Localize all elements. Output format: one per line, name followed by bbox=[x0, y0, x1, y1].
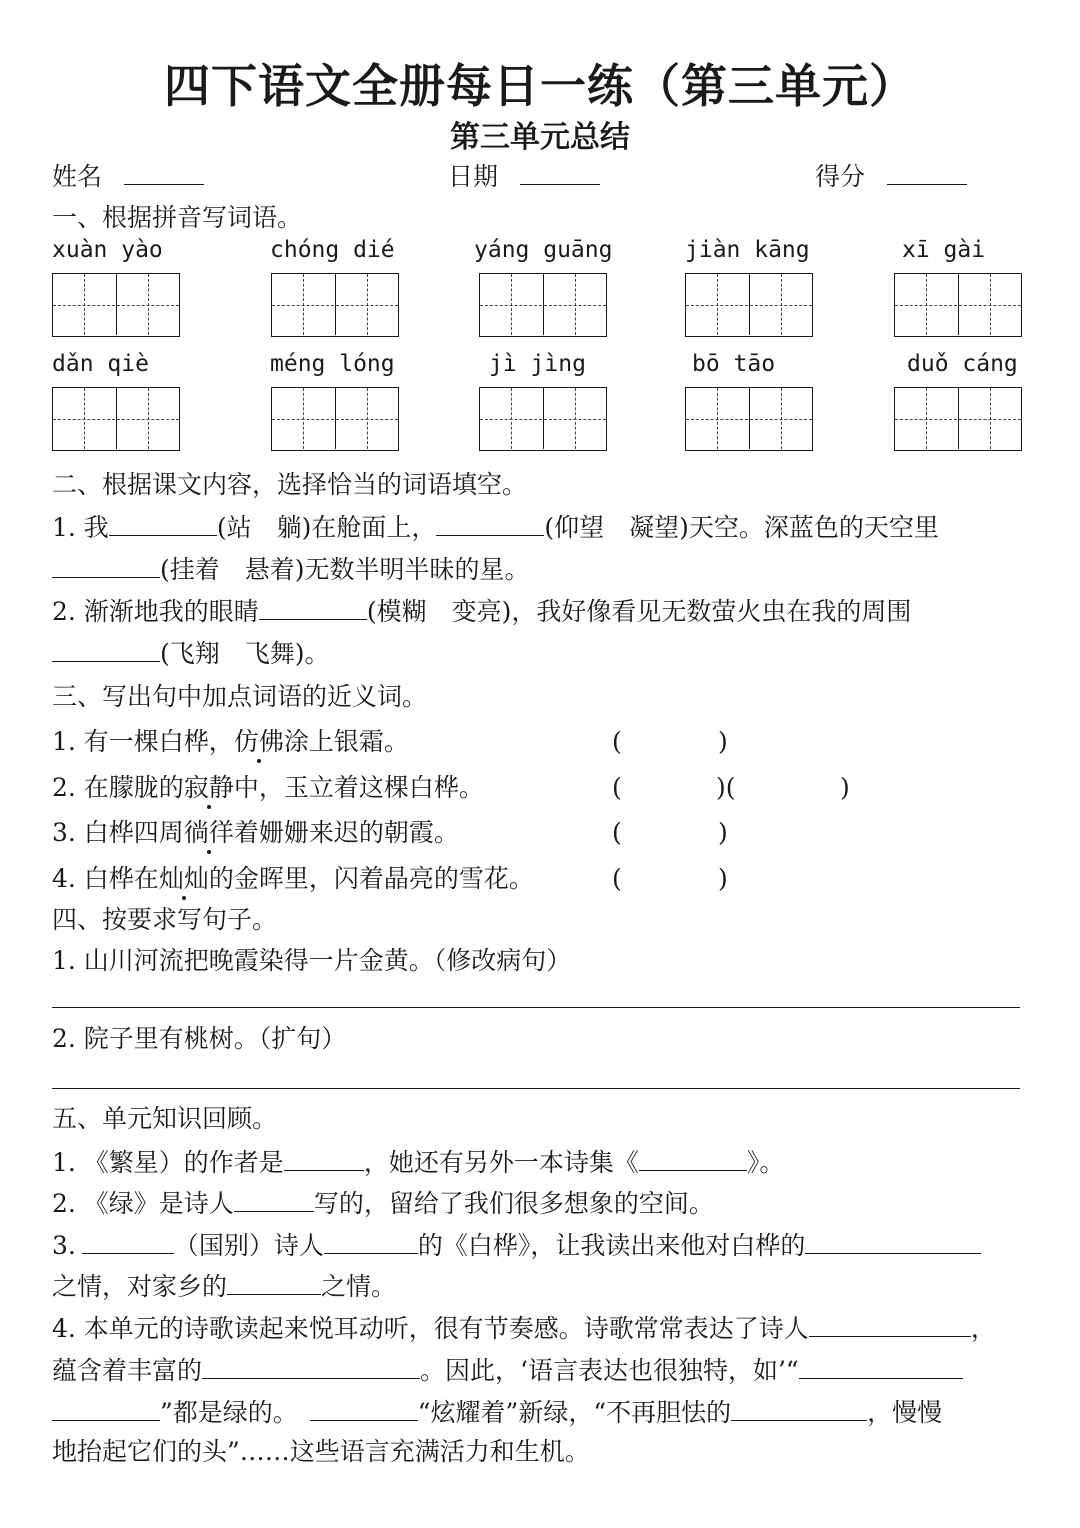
pinyin-6: dǎn qiè bbox=[52, 351, 149, 377]
s2-q2-line1 bbox=[52, 595, 911, 627]
fill-blank[interactable] bbox=[310, 1396, 418, 1421]
section5-heading: 五、单元知识回顾。 bbox=[52, 1104, 278, 1133]
s3-text: 2. 在朦胧的 bbox=[52, 773, 184, 802]
fill-blank[interactable] bbox=[52, 1396, 160, 1421]
page-subtitle: 第三单元总结 bbox=[450, 120, 630, 155]
s2-q1-choice3: (挂着 悬着)无数半明半昧的星。 bbox=[160, 555, 530, 584]
char-grid[interactable] bbox=[479, 387, 607, 451]
s3-item bbox=[52, 773, 484, 803]
s3-text: 1. 有一棵白桦， bbox=[52, 727, 234, 756]
s2-q1-choice1: (站 躺)在舱面上， bbox=[216, 513, 437, 542]
date-label: 日期 bbox=[448, 162, 499, 191]
s5-text: ，慢慢 bbox=[867, 1398, 943, 1427]
pinyin-10: duǒ cáng bbox=[907, 351, 1018, 377]
s5-q3-line1 bbox=[52, 1229, 981, 1261]
char-grid[interactable] bbox=[271, 387, 399, 451]
fill-blank[interactable] bbox=[805, 1229, 981, 1254]
s2-q1-line2 bbox=[52, 553, 530, 585]
dotted-word: 徜徉 bbox=[183, 818, 234, 847]
fill-blank[interactable] bbox=[324, 1229, 418, 1254]
s5-q4-line3 bbox=[52, 1396, 942, 1428]
score-label: 得分 bbox=[815, 162, 866, 191]
score-blank[interactable] bbox=[887, 160, 967, 185]
s5-text: 》。 bbox=[746, 1148, 785, 1177]
fill-blank[interactable] bbox=[109, 511, 217, 536]
paren-close: ) bbox=[718, 864, 728, 893]
s5-text: 。因此，‘语言表达也很独特，如’“ bbox=[420, 1356, 799, 1385]
pinyin-2: chóng dié bbox=[270, 237, 395, 263]
s5-text: 2. 《绿》是诗人 bbox=[52, 1189, 234, 1218]
char-grid[interactable] bbox=[52, 387, 180, 451]
s3-item bbox=[52, 864, 534, 894]
s5-text: ， bbox=[970, 1314, 996, 1343]
section1-heading: 一、根据拼音写词语。 bbox=[52, 203, 303, 232]
date-blank[interactable] bbox=[520, 160, 600, 185]
pinyin-5: xī gài bbox=[902, 237, 986, 263]
paren-double: )( bbox=[716, 773, 736, 802]
fill-blank[interactable] bbox=[639, 1146, 747, 1171]
fill-blank[interactable] bbox=[799, 1354, 963, 1379]
name-blank[interactable] bbox=[124, 160, 204, 185]
s2-q1-text: 1. 我 bbox=[52, 513, 109, 542]
dotted-word: 灿灿 bbox=[158, 864, 209, 893]
fill-blank[interactable] bbox=[731, 1396, 867, 1421]
score-field bbox=[815, 160, 967, 192]
paren-open: ( bbox=[612, 818, 622, 847]
s5-q3-line2 bbox=[52, 1270, 396, 1302]
s5-text: “炫耀着”新绿，“不再胆怯的 bbox=[417, 1398, 732, 1427]
section4-heading: 四、按要求写句子。 bbox=[52, 905, 278, 934]
char-grid[interactable] bbox=[685, 387, 813, 451]
s5-text: 之情。 bbox=[321, 1272, 397, 1301]
fill-blank[interactable] bbox=[52, 637, 160, 662]
fill-blank[interactable] bbox=[202, 1354, 420, 1379]
paren-close: ) bbox=[840, 773, 850, 802]
page-title: 四下语文全册每日一练（第三单元） bbox=[164, 59, 916, 113]
s3-text: 的金晖里，闪着晶亮的雪花。 bbox=[208, 864, 534, 893]
s5-q4-line4: 地抬起它们的头”……这些语言充满活力和生机。 bbox=[52, 1437, 590, 1466]
s5-text: 写的，留给了我们很多想象的空间。 bbox=[313, 1189, 714, 1218]
s5-text: 之情，对家乡的 bbox=[52, 1272, 228, 1301]
section2-heading: 二、根据课文内容，选择恰当的词语填空。 bbox=[52, 470, 528, 499]
pinyin-8: jì jìng bbox=[489, 351, 586, 377]
pinyin-4: jiàn kāng bbox=[685, 237, 810, 263]
s2-q2-choice2: (飞翔 飞舞)。 bbox=[160, 639, 330, 668]
s3-text: 4. 白桦在 bbox=[52, 864, 159, 893]
s5-text: （国别）诗人 bbox=[173, 1231, 324, 1260]
fill-blank[interactable] bbox=[436, 511, 544, 536]
pinyin-9: bō tāo bbox=[692, 351, 776, 377]
s3-item bbox=[52, 818, 459, 848]
paren-open: ( bbox=[612, 864, 622, 893]
s3-text: 中，玉立着这棵白桦。 bbox=[233, 773, 484, 802]
s3-text: 涂上银霜。 bbox=[283, 727, 409, 756]
char-grid[interactable] bbox=[894, 273, 1022, 337]
dotted-word: 仿佛 bbox=[233, 727, 284, 756]
s3-text: 3. 白桦四周 bbox=[52, 818, 184, 847]
char-grid[interactable] bbox=[894, 387, 1022, 451]
s2-q2-choice1: (模糊 变亮)，我好像看见无数萤火虫在我的周围 bbox=[366, 597, 912, 626]
s5-q4-line1 bbox=[52, 1312, 996, 1344]
paren-open: ( bbox=[612, 727, 622, 756]
s5-text: ，她还有另外一本诗集《 bbox=[363, 1148, 639, 1177]
fill-blank[interactable] bbox=[227, 1270, 321, 1295]
name-field bbox=[52, 160, 204, 192]
s3-item bbox=[52, 727, 409, 757]
section3-heading: 三、写出句中加点词语的近义词。 bbox=[52, 682, 428, 711]
fill-blank[interactable] bbox=[284, 1146, 364, 1171]
s5-text: 1. 《繁星）的作者是 bbox=[52, 1148, 284, 1177]
fill-blank[interactable] bbox=[809, 1312, 971, 1337]
s5-q1 bbox=[52, 1146, 784, 1178]
paren-close: ) bbox=[718, 727, 728, 756]
char-grid[interactable] bbox=[52, 273, 180, 337]
s5-text: 3. bbox=[52, 1231, 76, 1260]
s2-q2-text: 2. 渐渐地我的眼睛 bbox=[52, 597, 259, 626]
date-field bbox=[448, 160, 600, 192]
answer-line[interactable] bbox=[52, 1088, 1020, 1089]
s5-text: 4. 本单元的诗歌读起来悦耳动听，很有节奏感。诗歌常常表达了诗人 bbox=[52, 1314, 809, 1343]
paren-open: ( bbox=[612, 773, 622, 802]
paren-close: ) bbox=[718, 818, 728, 847]
fill-blank[interactable] bbox=[259, 595, 367, 620]
dotted-word: 寂静 bbox=[183, 773, 234, 802]
pinyin-3: yáng guāng bbox=[474, 237, 613, 263]
s5-text: ”都是绿的。 bbox=[160, 1398, 298, 1427]
s4-q1: 1. 山川河流把晚霞染得一片金黄。（修改病句） bbox=[52, 946, 572, 975]
s5-q2 bbox=[52, 1187, 714, 1219]
s2-q1-choice2: (仰望 凝望)天空。深蓝色的天空里 bbox=[544, 513, 939, 542]
s5-text: 蕴含着丰富的 bbox=[52, 1356, 203, 1385]
fill-blank[interactable] bbox=[82, 1229, 174, 1254]
s5-q4-line2 bbox=[52, 1354, 963, 1386]
pinyin-7: méng lóng bbox=[270, 351, 395, 377]
name-label: 姓名 bbox=[52, 162, 103, 191]
char-grid[interactable] bbox=[479, 273, 607, 337]
s5-text: 的《白桦》，让我读出来他对白桦的 bbox=[417, 1231, 806, 1260]
pinyin-1: xuàn yào bbox=[52, 237, 163, 263]
s2-q1-line1 bbox=[52, 511, 939, 543]
s2-q2-line2 bbox=[52, 637, 330, 669]
fill-blank[interactable] bbox=[52, 553, 160, 578]
s3-text: 着姗姗来迟的朝霞。 bbox=[233, 818, 459, 847]
s4-q2: 2. 院子里有桃树。（扩句） bbox=[52, 1024, 347, 1053]
char-grid[interactable] bbox=[271, 273, 399, 337]
char-grid[interactable] bbox=[685, 273, 813, 337]
answer-line[interactable] bbox=[52, 1007, 1020, 1008]
fill-blank[interactable] bbox=[234, 1187, 314, 1212]
